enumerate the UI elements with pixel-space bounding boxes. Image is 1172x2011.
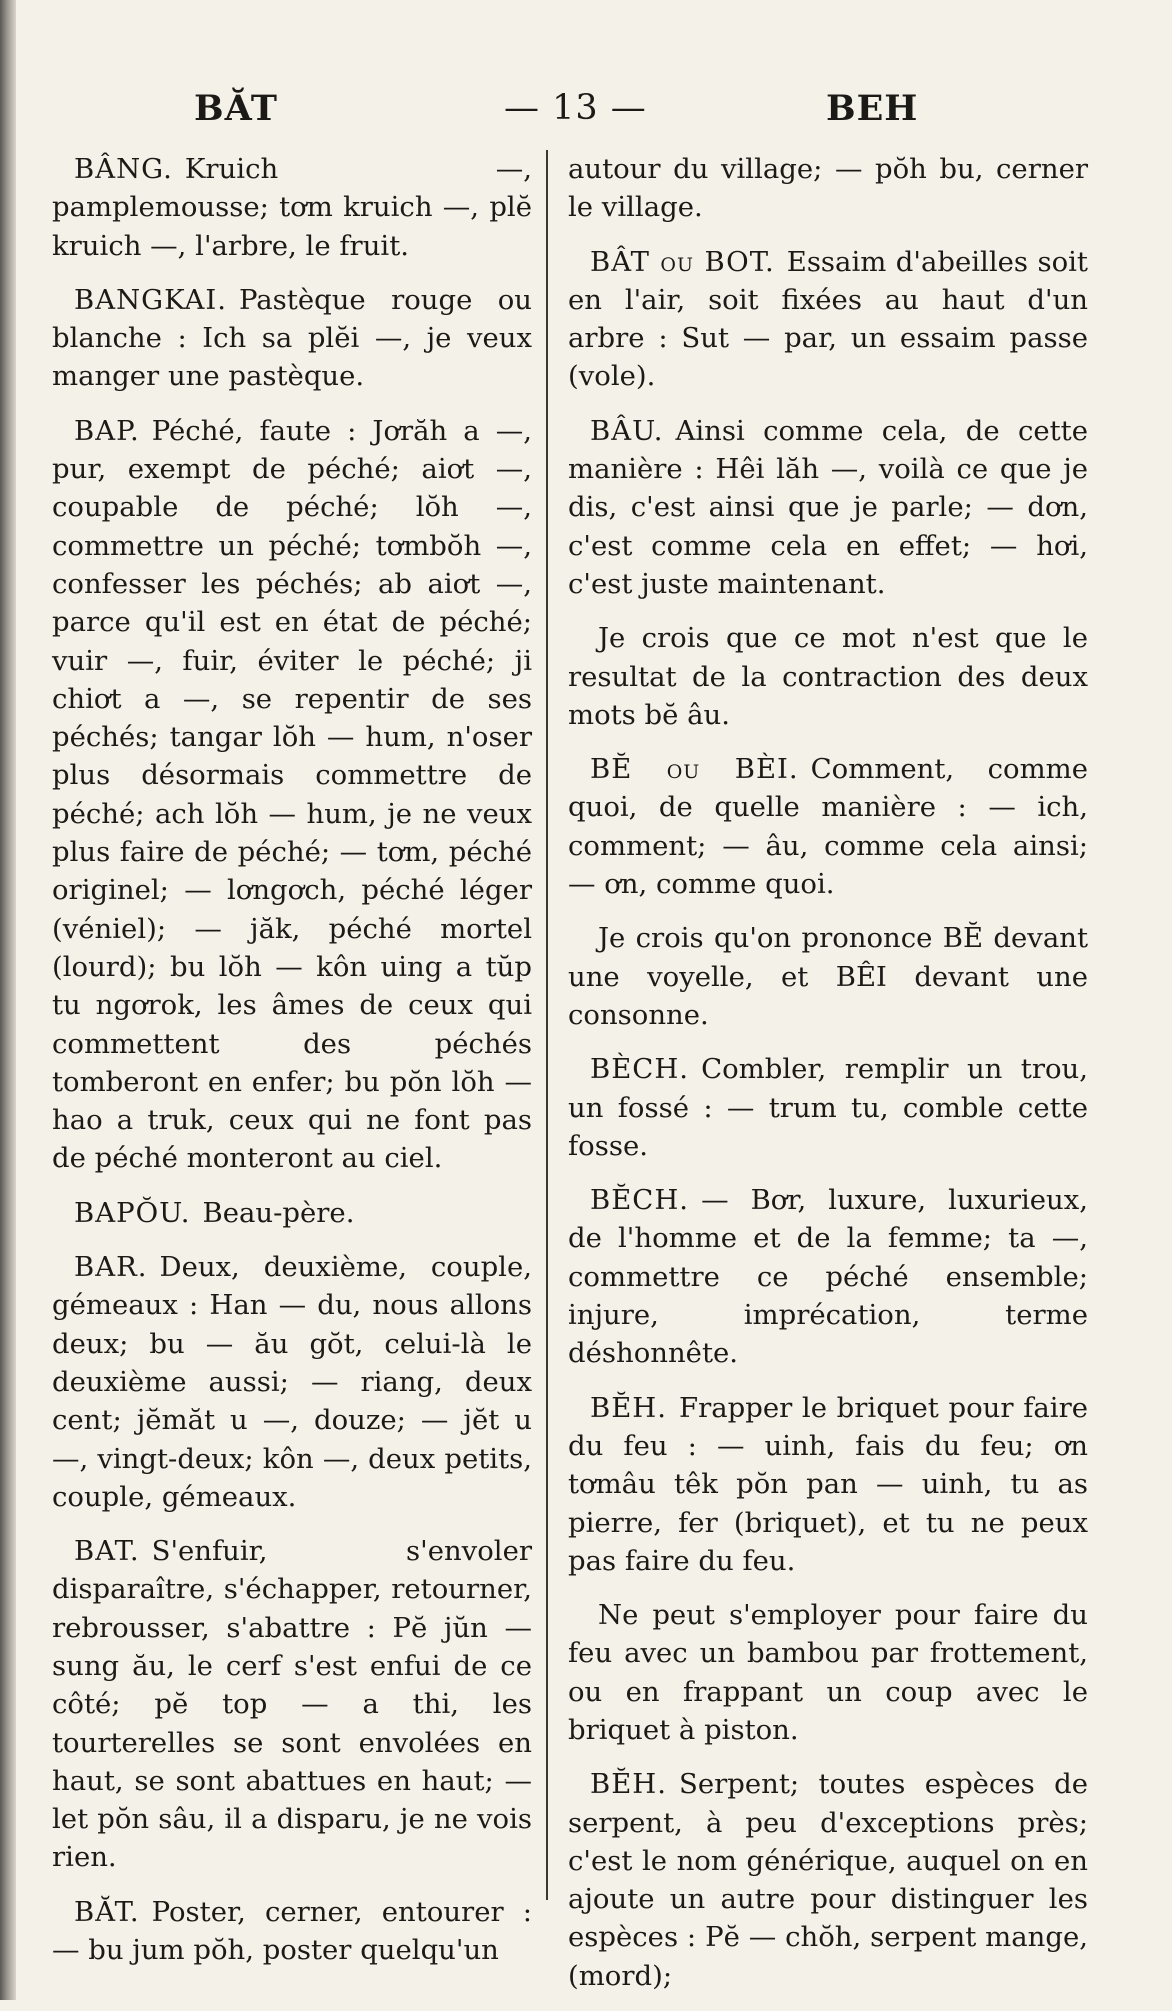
dictionary-entry [568,750,1088,903]
headword: BĔH. [590,1391,668,1424]
headword: BÈCH. [590,1053,690,1086]
book-binding-edge [0,0,16,2000]
headword: BAT. [74,1535,140,1568]
dictionary-entry [568,243,1088,396]
definition: — Bơr, luxure, luxurieux, de l'homme et de la femme; ta —, commettre ce péché ensemble; injure, imprécation, terme déshonnête. [568,1184,1088,1370]
page-number: — 13 — [504,88,647,128]
headword: BĔH. [590,1768,668,1801]
dictionary-entry [52,1532,532,1877]
headword: BAP. [74,414,140,447]
editorial-note: Ne peut s'employer pour faire du feu avec un bambou par frottement, ou en frappant un coup avec le briquet à piston. [568,1599,1088,1746]
running-head-left: BĂT [194,88,278,129]
headword: BÂU. [590,414,664,447]
headword: BAPŎU. [74,1196,191,1229]
headword: BÂNG. [74,153,173,185]
definition: Deux, deuxième, couple, gémeaux : Han — du, nous allons deux; bu — ău gŏt, celui-là le deuxième aussi; — riang, deux cent; jĕmăt u —, douze; — jĕt u —, vingt-deux; kôn —, deux petits, couple, gémeaux. [52,1251,532,1513]
dictionary-page [36,0,1146,2000]
definition: Combler, remplir un trou, un fossé : — trum tu, comble cette fosse. [568,1053,1088,1162]
dictionary-entry [568,1389,1088,1580]
definition: Comment, comme quoi, de quelle manière : — ich, comment; — âu, comme cela ainsi; — ơn, comme quoi. [568,753,1088,901]
definition: autour du village; — pŏh bu, cerner le village. [568,153,1088,224]
definition: Serpent; toutes espèces de serpent, à peu d'exceptions près; c'est le nom générique, auquel on en ajoute un autre pour distinguer les espèces : Pĕ — chŏh, serpent mange, (mord); [568,1768,1088,1992]
left-column [52,150,532,1985]
definition: Pastèque rouge ou blanche : Ich sa plĕi —, je veux manger une pastèque. [52,283,532,393]
definition: Ainsi comme cela, de cette manière : Hêi lăh —, voilà ce que je dis, c'est ainsi que je parle; — dơn, c'est comme cela en effet; — hơi, c'est juste maintenant. [568,414,1088,600]
dictionary-entry [568,1050,1088,1165]
dictionary-entry-continuation [568,150,1088,227]
headword: BAR. [74,1251,148,1284]
definition: Kruich —, pamplemousse; tơm kruich —, plĕ kruich —, l'arbre, le fruit. [52,153,532,262]
headword: BÂT ou BOT. [590,245,775,278]
definition: Frapper le briquet pour faire du feu : — uinh, fais du feu; ơn tơmâu têk pŏn pan — uinh, tu as pierre, fer (briquet), et tu ne peux pas faire du feu. [568,1391,1088,1577]
definition: Essaim d'abeilles soit en l'air, soit fixées au haut d'un arbre : Sut — par, un essaim passe (vole). [568,245,1088,393]
definition: Péché, faute : Jơrăh a —, pur, exempt de péché; aiơt —, coupable de péché; lŏh —, commettre un péché; tơmbŏh —, confesser les péchés; ab aiơt —, parce qu'il est en état de péché; vuir —, fuir, éviter le péché; ji chiơt a —, se repentir de ses péchés; tangar lŏh — hum, n'oser plus désormais commettre de péché; ach lŏh — hum, je ne veux plus faire de péché; — tơm, péché originel; — lơngơch, péché léger (véniel); — jăk, péché mortel (lourd); bu lŏh — kôn uing a tŭp tu ngơrok, les âmes de ceux qui commettent des péchés tomberont en enfer; bu pŏn lŏh — hao a truk, ceux qui ne font pas de péché monteront au ciel. [52,414,532,1175]
editorial-note: Je crois que ce mot n'est que le resultat de la contraction des deux mots bĕ âu. [568,622,1088,731]
dictionary-entry [52,1893,532,1970]
definition: Poster, cerner, entourer : — bu jum pŏh, poster quelqu'un [52,1895,532,1967]
dictionary-entry [52,281,532,396]
headword: BĔ ou BÈI. [590,753,799,786]
running-head-right: BEH [826,88,919,129]
headword: BĔCH. [590,1184,690,1217]
headword: BANGKAI. [74,283,227,316]
definition: Beau-père. [202,1196,355,1229]
column-divider [546,150,548,1900]
definition: S'enfuir, s'envoler disparaître, s'échapper, retourner, rebrousser, s'abattre : Pĕ jŭn — sung ău, le cerf s'est enfui de ce côté; pĕ top — a thi, les tourterelles se sont envolées en haut, se sont abattues en haut; — let pŏn sâu, il a disparu, je ne vois rien. [52,1535,532,1874]
dictionary-entry [52,412,532,1178]
headword: BĂT. [74,1895,140,1928]
dictionary-entry [568,1765,1088,1995]
dictionary-entry [52,150,532,265]
dictionary-entry [52,1194,532,1232]
editorial-note: Je crois qu'on prononce BĔ devant une voyelle, et BÊI devant une consonne. [568,922,1088,1031]
dictionary-entry [52,1248,532,1516]
right-column [568,150,1088,2011]
dictionary-entry [568,1181,1088,1372]
dictionary-entry [568,412,1088,603]
